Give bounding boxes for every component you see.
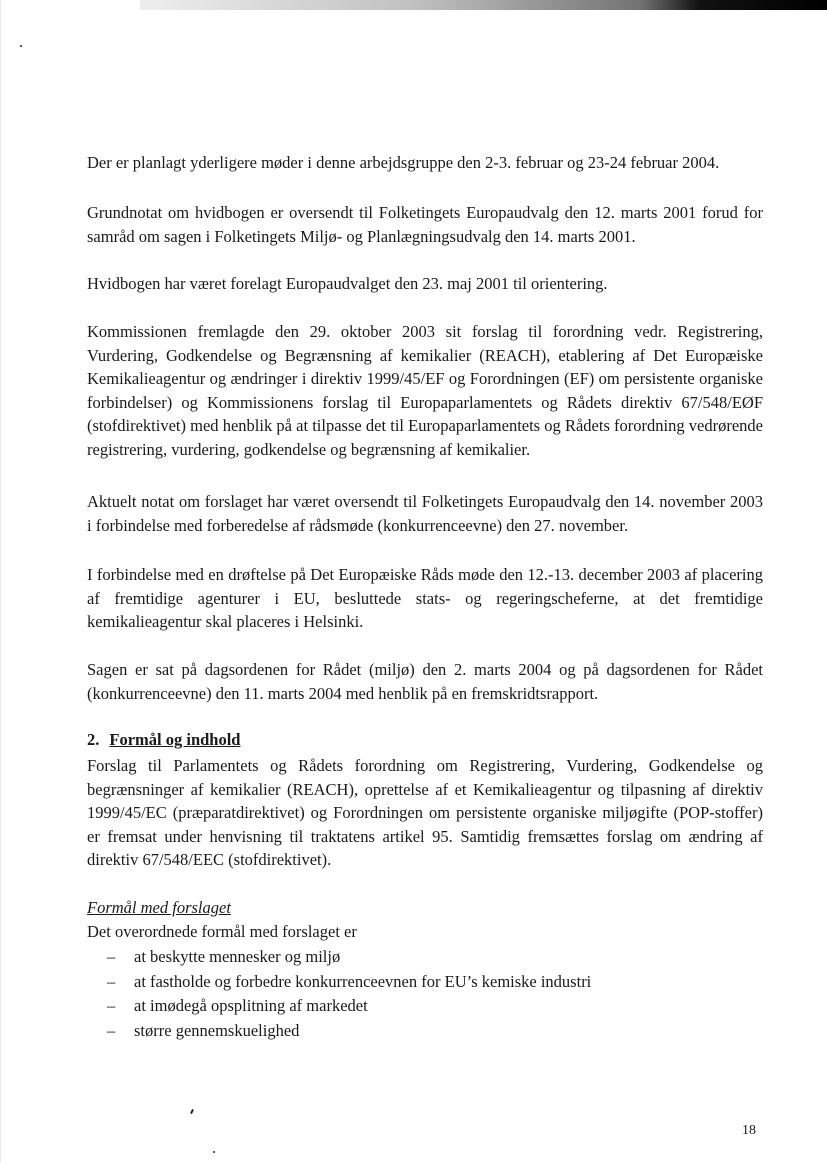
list-item: – at imødegå opsplitning af markedet [107,994,591,1019]
scan-speck [190,1109,194,1114]
paragraph-commission-proposal: Kommissionen fremlagde den 29. oktober 2003 sit forslag til forordning vedr. Registrering, Vurdering, Godkendelse og Begrænsning af kemikalier (REACH), etablering af Det Europæiske Kemikalieagentur og ændringer i direktiv 1999/45/EF og Forordningen (EF) om persistente organiske forbindelser) og Kommissionens forslag til Europaparlamentets og Rådets direktiv 67/548/EØF (stofdirektivet) med henblik på at tilpasse det til Europaparlamentets og Rådets forordning vedrørende registrering, vurdering, godkendelse og begrænsning af kemikalier. [87,322,763,459]
subheading-purpose: Formål med forslaget [87,898,231,917]
list-item: – at beskytte mennesker og miljø [107,945,591,970]
paragraph-white-paper: Hvidbogen har været forelagt Europaudvalget den 23. maj 2001 til orientering. [87,274,608,293]
section-heading [87,728,240,752]
section-body: Forslag til Parlamentets og Rådets forordning om Registrering, Vurdering, Godkendelse og begrænsninger af kemikalier (REACH), oprettelse af et Kemikalieagentur og tilpasning af direktiv 1999/45/EC (præparatdirektivet) og Forordningen om persistente organiske miljøgifte (POP-stoffer) er fremsat under henvisning til traktatens artikel 95. Samtidig fremsættes forslag om ændring af direktiv 67/548/EEC (stofdirektivet). [87,756,763,869]
scan-shadow-clear [0,0,140,10]
paragraph-meetings: Der er planlagt yderligere møder i denne arbejdsgruppe den 2-3. februar og 23-24 februar 2004. [87,153,720,172]
scan-edge-left [0,0,1,1163]
section-title: Formål og indhold [109,730,241,749]
paragraph-current-note: Aktuelt notat om forslaget har været oversendt til Folketingets Europaudvalg den 14. november 2003 i forbindelse med forberedelse af rådsmøde (konkurrenceevne) den 27. november. [87,492,763,535]
paragraph-agenda: Sagen er sat på dagsordenen for Rådet (miljø) den 2. marts 2004 og på dagsordenen for Rådet (konkurrenceevne) den 11. marts 2004 med henblik på en fremskridtsrapport. [87,660,763,703]
list-item: – større gennemskuelighed [107,1019,591,1044]
section-number: 2. [87,730,100,749]
purpose-list [107,945,591,1043]
page-number: 18 [742,1123,756,1138]
paragraph-agency-placement: I forbindelse med en drøftelse på Det Europæiske Råds møde den 12.-13. december 2003 af placering af fremtidige agenturer i EU, besluttede stats- og regeringscheferne, at det fremtidige kemikalieagentur skal placeres i Helsinki. [87,565,763,631]
paragraph-basic-note: Grundnotat om hvidbogen er oversendt til Folketingets Europaudvalg den 12. marts 2001 forud for samråd om sagen i Folketingets Miljø- og Planlægningsudvalg den 14. marts 2001. [87,203,763,246]
list-item: – at fastholde og forbedre konkurrenceevnen for EU’s kemiske industri [107,970,591,995]
scan-speck [20,45,22,47]
scan-speck [213,1151,215,1153]
purpose-intro: Det overordnede formål med forslaget er [87,922,357,941]
